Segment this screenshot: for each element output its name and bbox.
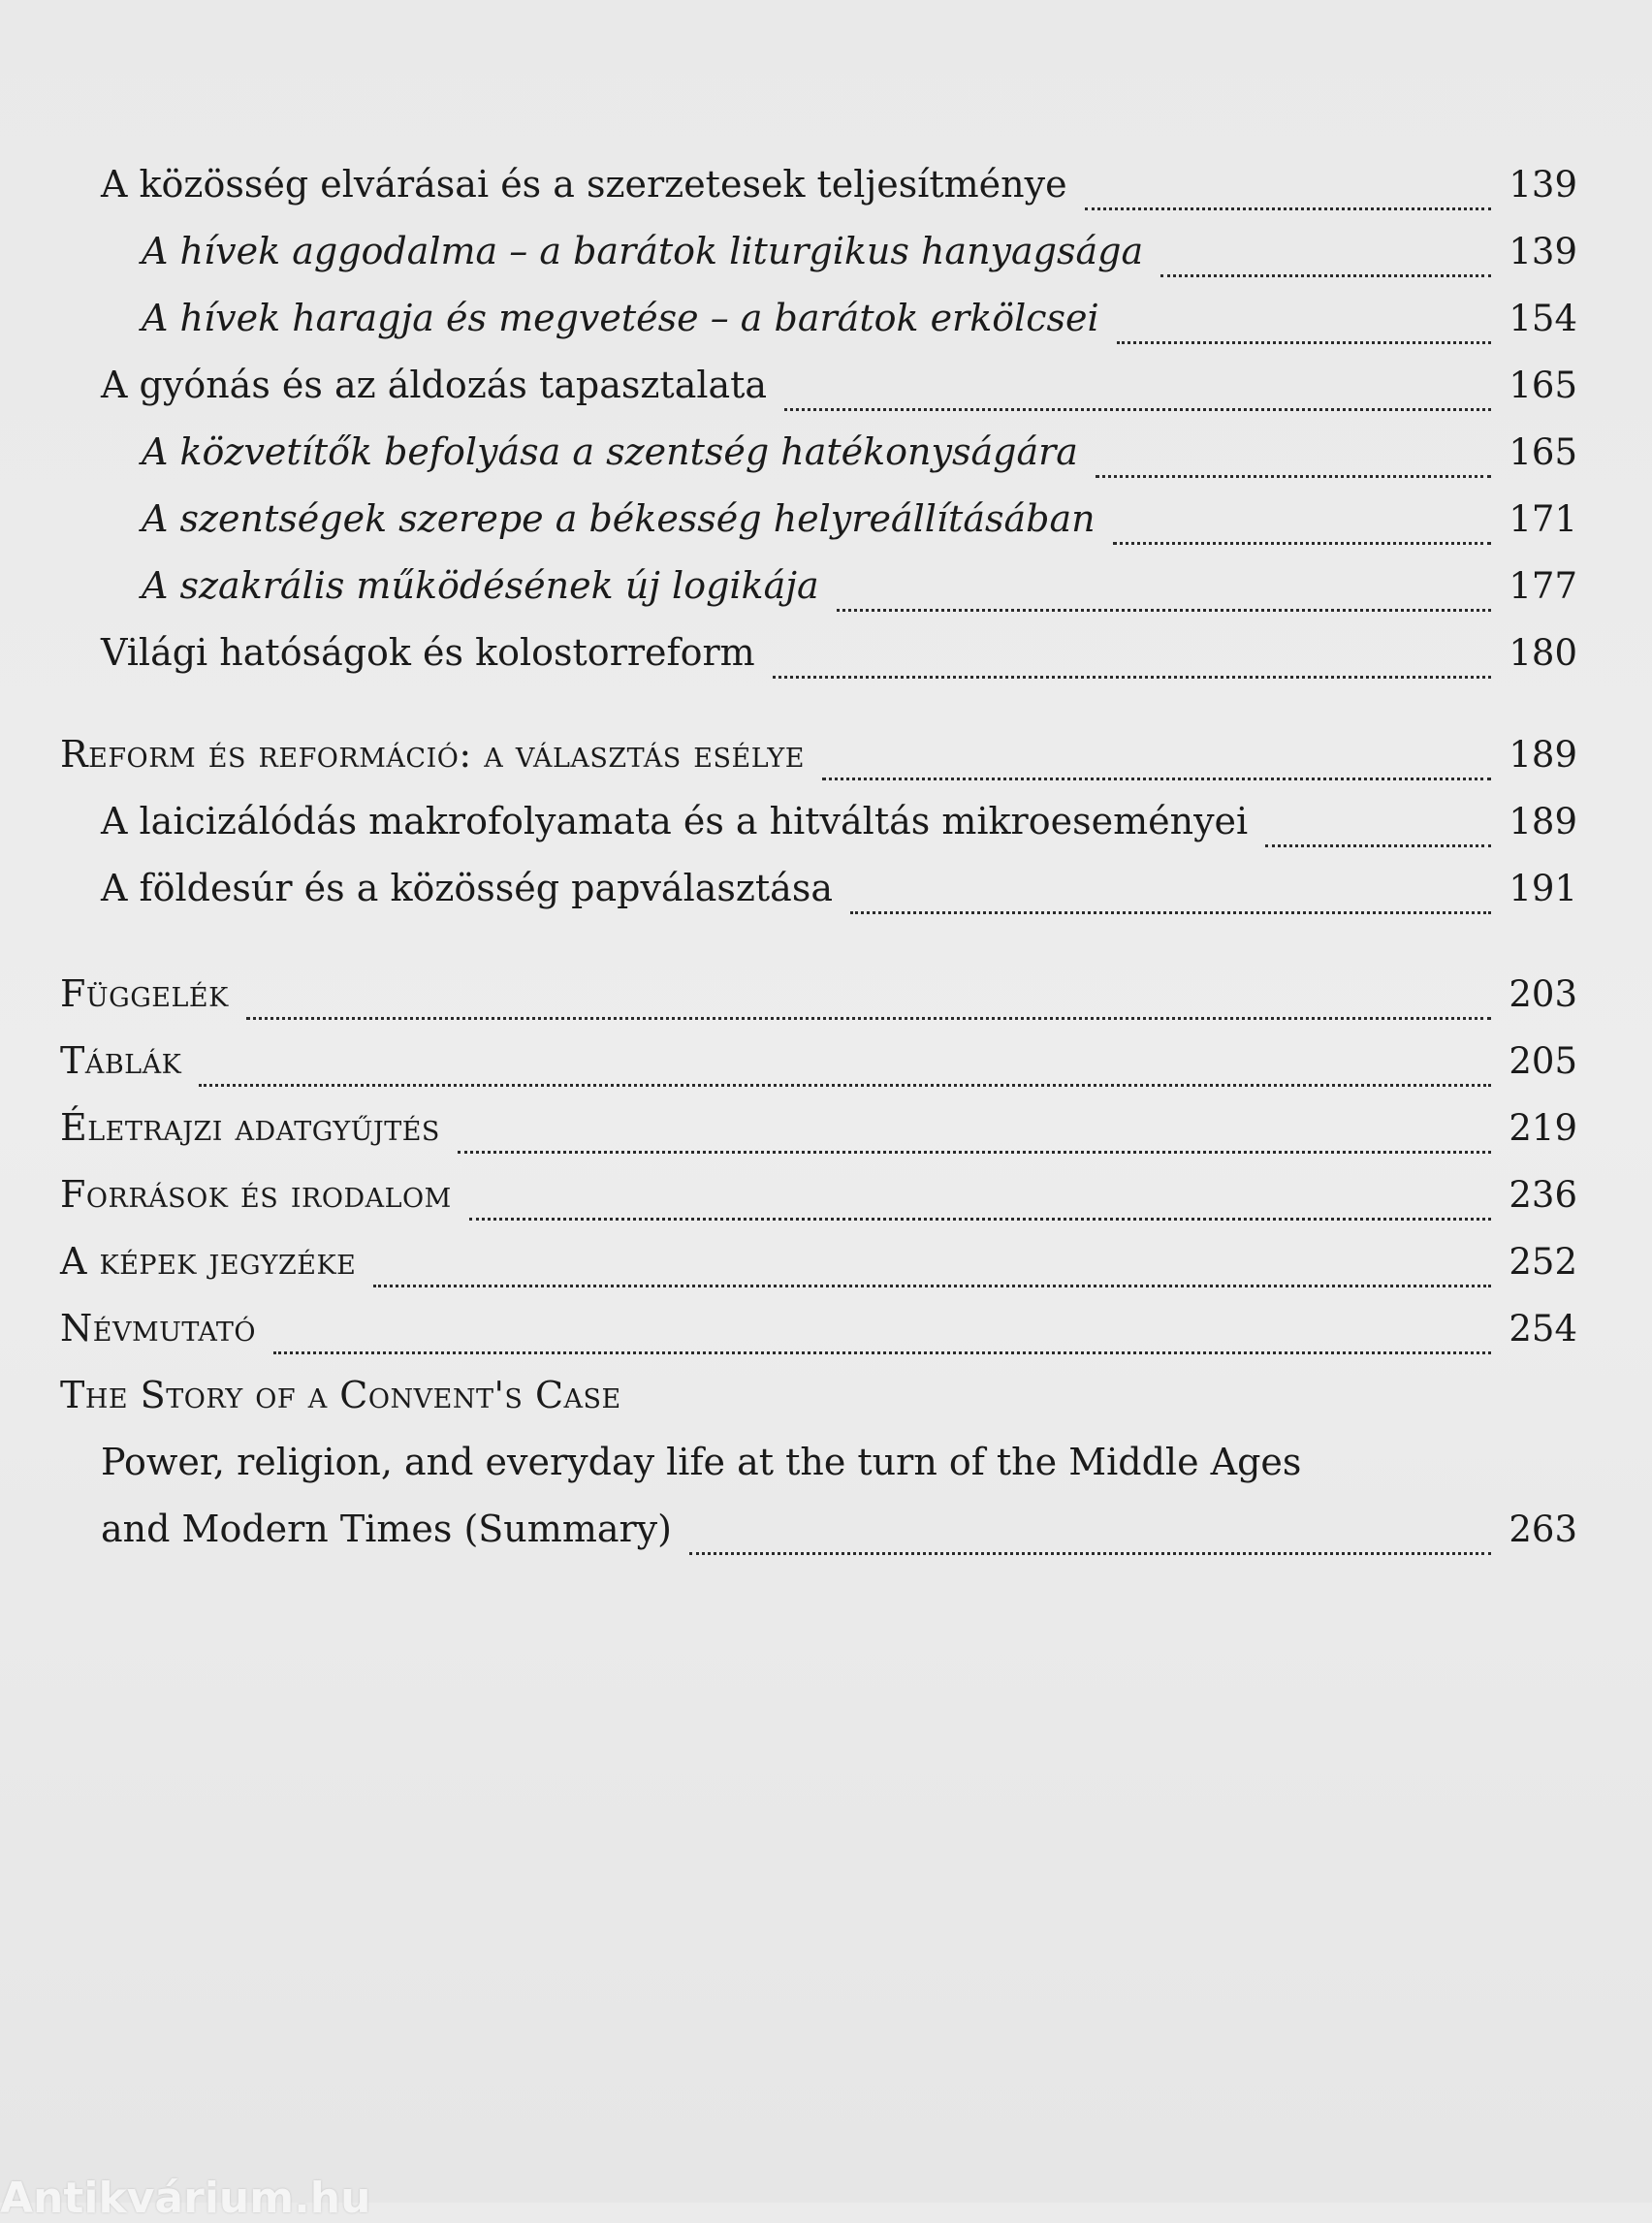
toc-entry-label: A laicizálódás makrofolyamata és a hitváltás mikroeseményei: [101, 800, 1249, 842]
toc-entry-page: 165: [1509, 365, 1577, 406]
toc-entry: [60, 297, 1577, 364]
toc-entry-page: 205: [1509, 1040, 1577, 1082]
dot-leader: [773, 676, 1492, 679]
toc-entry: [60, 867, 1577, 934]
toc-chapter-label: Táblák: [60, 1039, 182, 1082]
dot-leader: [1113, 542, 1492, 545]
toc-entry-page: 252: [1509, 1241, 1577, 1283]
toc-entry-page: 189: [1509, 801, 1577, 842]
toc-chapter: [60, 1039, 1577, 1106]
toc-entry: [60, 497, 1577, 564]
toc-entry-page: 177: [1509, 565, 1577, 607]
toc-entry-label: A szentségek szerepe a békesség helyreállításában: [142, 497, 1096, 540]
summary-heading-label: The Story of a Convent's Case: [60, 1374, 621, 1416]
dot-leader: [1085, 207, 1492, 210]
toc-entry: [60, 230, 1577, 297]
toc-entry-label: A hívek aggodalma – a barátok liturgikus hanyagsága: [142, 230, 1144, 272]
toc-entry-page: 180: [1509, 632, 1577, 674]
table-of-contents: [60, 163, 1577, 1574]
dot-leader: [689, 1552, 1491, 1555]
toc-entry-page: 203: [1509, 973, 1577, 1015]
toc-entry-label: A közvetítők befolyása a szentség hatékonyságára: [142, 430, 1078, 473]
dot-leader: [373, 1285, 1491, 1287]
toc-entry: [60, 364, 1577, 430]
toc-entry: [60, 1508, 1577, 1574]
toc-chapter-label: A képek jegyzéke: [60, 1240, 357, 1283]
section-gap: [60, 698, 1577, 733]
dot-leader: [850, 911, 1491, 914]
toc-chapter-label: Források és irodalom: [60, 1173, 452, 1216]
dot-leader: [822, 778, 1491, 780]
toc-chapter: [60, 972, 1577, 1039]
toc-entry-label: and Modern Times (Summary): [101, 1508, 672, 1550]
summary-line-text: Power, religion, and everyday life at the turn of the Middle Ages: [101, 1441, 1302, 1483]
toc-entry-page: 263: [1509, 1508, 1577, 1550]
toc-entry: [60, 430, 1577, 497]
toc-entry-label: A földesúr és a közösség papválasztása: [101, 867, 833, 909]
dot-leader: [469, 1218, 1492, 1221]
toc-entry-page: 189: [1509, 734, 1577, 776]
watermark: Antikvárium.hu: [0, 2174, 371, 2223]
dot-leader: [1160, 274, 1491, 277]
toc-entry-label: Világi hatóságok és kolostorreform: [101, 631, 755, 674]
toc-entry-page: 236: [1509, 1174, 1577, 1216]
dot-leader: [837, 609, 1492, 612]
toc-entry-label: A hívek haragja és megvetése – a barátok erkölcsei: [142, 297, 1099, 339]
summary-line: [60, 1441, 1577, 1508]
dot-leader: [246, 1017, 1492, 1020]
dot-leader: [273, 1351, 1491, 1354]
dot-leader: [1265, 844, 1491, 847]
toc-entry-label: A közösség elvárásai és a szerzetesek teljesítménye: [101, 163, 1067, 206]
toc-entry-page: 139: [1509, 164, 1577, 206]
toc-entry: [60, 800, 1577, 867]
dot-leader: [784, 408, 1491, 411]
toc-entry-page: 254: [1509, 1308, 1577, 1350]
summary-heading: [60, 1374, 1577, 1441]
toc-chapter: [60, 733, 1577, 800]
toc-entry-page: 219: [1509, 1107, 1577, 1149]
toc-entry-page: 154: [1509, 298, 1577, 339]
toc-entry: [60, 564, 1577, 631]
toc-chapter: [60, 1106, 1577, 1173]
toc-entry-label: A szakrális működésének új logikája: [142, 564, 819, 607]
toc-chapter-label: Reform és reformáció: a választás esélye: [60, 733, 805, 776]
section-gap: [60, 934, 1577, 972]
toc-entry-page: 165: [1509, 431, 1577, 473]
toc-chapter: [60, 1173, 1577, 1240]
toc-chapter-label: Névmutató: [60, 1307, 257, 1350]
dot-leader: [458, 1151, 1491, 1154]
dot-leader: [199, 1084, 1491, 1087]
toc-entry-page: 191: [1509, 868, 1577, 909]
toc-entry: [60, 163, 1577, 230]
toc-entry: [60, 631, 1577, 698]
toc-chapter: [60, 1307, 1577, 1374]
toc-entry-page: 171: [1509, 498, 1577, 540]
toc-chapter-label: Függelék: [60, 972, 229, 1015]
toc-chapter-label: Életrajzi adatgyűjtés: [60, 1106, 440, 1149]
toc-entry-label: A gyónás és az áldozás tapasztalata: [101, 364, 768, 406]
toc-chapter: [60, 1240, 1577, 1307]
dot-leader: [1096, 475, 1491, 478]
dot-leader: [1117, 341, 1492, 344]
toc-entry-page: 139: [1509, 231, 1577, 272]
